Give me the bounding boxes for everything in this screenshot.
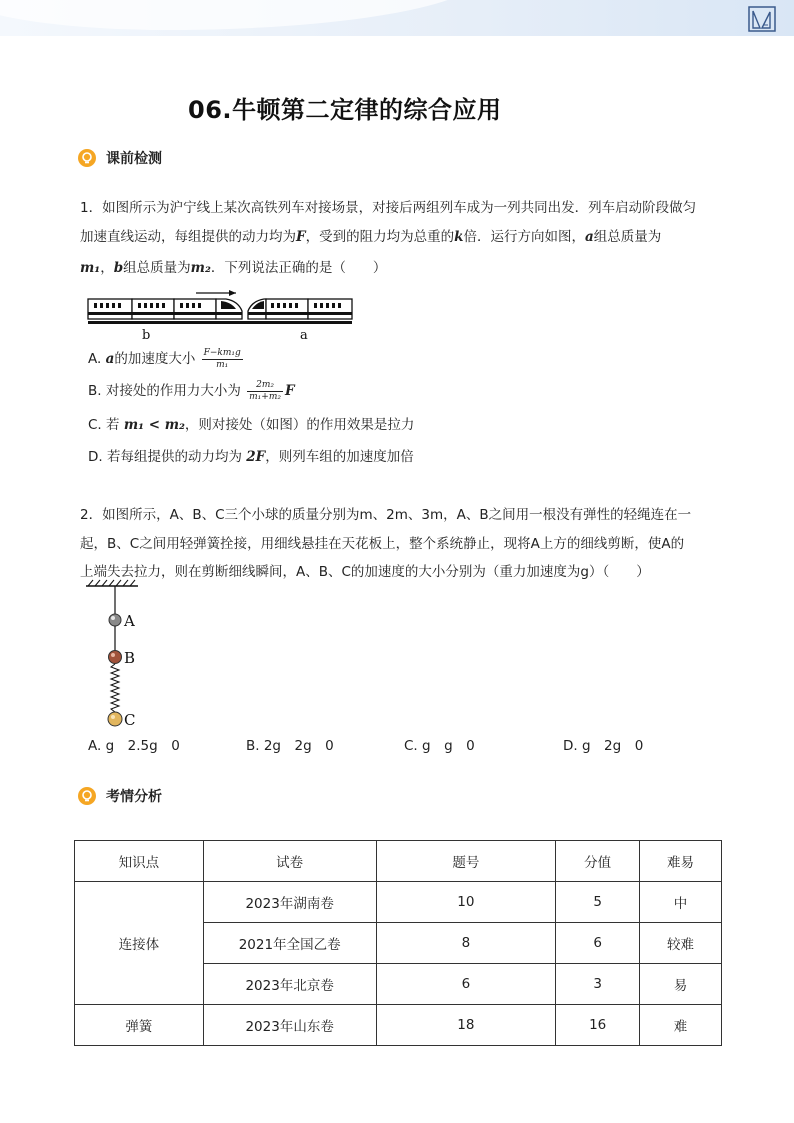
option-text: ，则列车组的加速度加倍 xyxy=(265,449,414,465)
table-header: 分值 xyxy=(556,841,640,882)
train-a xyxy=(248,299,352,319)
ruler-triangle-logo-icon xyxy=(748,6,776,32)
table-cell-topic: 弹簧 xyxy=(75,1005,204,1046)
train-b xyxy=(88,299,242,319)
lightbulb-icon xyxy=(78,149,96,167)
table-cell: 2023年北京卷 xyxy=(203,964,376,1005)
label-C: C xyxy=(124,711,136,729)
rail xyxy=(88,321,352,324)
q2-option-a: A. g 2.5g 0 xyxy=(88,738,180,754)
table-header-row xyxy=(75,841,722,882)
table-row xyxy=(75,882,722,923)
fraction xyxy=(202,348,243,371)
table-cell: 16 xyxy=(556,1005,640,1046)
table-cell: 3 xyxy=(556,964,640,1005)
math-2F: 2F xyxy=(246,449,266,465)
math-m2: m₂ xyxy=(190,260,211,276)
math-b: b xyxy=(113,260,124,276)
math-a: a xyxy=(584,229,594,245)
table-cell: 难 xyxy=(640,1005,722,1046)
table-header: 难易 xyxy=(640,841,722,882)
lightbulb-icon xyxy=(78,787,96,805)
math-inequality: m₁ < m₂ xyxy=(123,417,185,433)
math-F: F xyxy=(284,383,295,399)
math-m1: m₁ xyxy=(80,260,101,276)
q2-option-b: B. 2g 2g 0 xyxy=(246,738,334,754)
ball-a xyxy=(109,614,121,626)
fraction-numerator: 2m₂ xyxy=(247,380,283,392)
label-a: a xyxy=(300,328,308,343)
table-cell: 2023年湖南卷 xyxy=(203,882,376,923)
q1-option-a xyxy=(88,347,245,371)
header-band xyxy=(0,0,794,36)
table-cell: 较难 xyxy=(640,923,722,964)
q1-option-d xyxy=(88,445,414,465)
fraction-numerator: F−km₁g xyxy=(203,347,241,358)
q2-option-c: C. g g 0 xyxy=(404,738,475,754)
ball-c xyxy=(108,712,122,726)
q1-text: 组总质量为 xyxy=(593,229,662,245)
label-B: B xyxy=(124,649,136,667)
q2-line3: 上端失去拉力，则在剪断细线瞬间，A、B、C的加速度的大小分别为（重力加速度为g）（ ） xyxy=(80,564,650,580)
page-title: 06.牛顿第二定律的综合应用 xyxy=(188,96,502,124)
q1-text: 组总质量为 xyxy=(123,260,191,276)
table-header: 题号 xyxy=(376,841,556,882)
table-cell: 10 xyxy=(376,882,556,923)
q1-line3 xyxy=(80,256,386,276)
table-row xyxy=(75,1005,722,1046)
q1-line1: 1．如图所示为沪宁线上某次高铁列车对接场景，对接后两组列车成为一列共同出发．列车启动阶段做匀 xyxy=(80,200,697,216)
math-a: a xyxy=(105,351,115,367)
q1-option-c xyxy=(88,413,414,433)
section-title: 课前检测 xyxy=(106,151,162,167)
section-heading-analysis xyxy=(78,786,162,806)
fraction-denominator: m₁ xyxy=(216,359,229,370)
option-text: C. 若 xyxy=(88,417,120,433)
option-text: D. 若每组提供的动力均为 xyxy=(88,449,242,465)
hanging-balls-figure xyxy=(84,578,154,730)
train-coupling-figure xyxy=(86,287,354,343)
table-cell: 2021年全国乙卷 xyxy=(203,923,376,964)
spring xyxy=(111,664,119,712)
option-text: 的加速度大小 xyxy=(114,351,196,367)
option-text: B. 对接处的作用力大小为 xyxy=(88,383,241,399)
table-cell: 18 xyxy=(376,1005,556,1046)
q1-text: ．下列说法正确的是（ ） xyxy=(210,260,387,276)
header-curve xyxy=(0,0,480,30)
q2-line2: 起，B、C之间用轻弹簧拴接，用细线悬挂在天花板上，整个系统静止，现将A上方的细线剪断，使A的 xyxy=(80,536,685,552)
table-header: 知识点 xyxy=(75,841,204,882)
table-cell: 中 xyxy=(640,882,722,923)
math-F: F xyxy=(296,229,306,245)
section-heading-pre-check xyxy=(78,148,162,168)
table-header: 试卷 xyxy=(203,841,376,882)
table-cell: 8 xyxy=(376,923,556,964)
q1-text: 加速直线运动，每组提供的动力均为 xyxy=(80,229,296,245)
section-title: 考情分析 xyxy=(106,789,162,805)
q1-option-b xyxy=(88,379,295,403)
label-b: b xyxy=(142,328,151,343)
q2-line1: 2．如图所示，A、B、C三个小球的质量分别为m、2m、3m，A、B之间用一根没有弹性的轻绳连在一 xyxy=(80,507,692,523)
q2-option-d: D. g 2g 0 xyxy=(563,738,644,754)
table-cell: 6 xyxy=(556,923,640,964)
math-k: k xyxy=(454,229,464,245)
exam-analysis-table xyxy=(74,840,722,1046)
ball-b xyxy=(109,651,122,664)
q1-text: ，受到的阻力均为总重的 xyxy=(305,229,455,245)
option-prefix: A. xyxy=(88,351,102,367)
table-cell: 易 xyxy=(640,964,722,1005)
q1-text: 倍．运行方向如图， xyxy=(463,229,585,245)
q1-text: ， xyxy=(100,260,114,276)
table-cell: 2023年山东卷 xyxy=(203,1005,376,1046)
table-cell: 5 xyxy=(556,882,640,923)
fraction xyxy=(247,380,283,403)
arrowhead xyxy=(229,290,236,296)
q1-line2 xyxy=(80,225,661,245)
option-text: ，则对接处（如图）的作用效果是拉力 xyxy=(184,417,415,433)
ceiling-hatch xyxy=(88,580,135,586)
label-A: A xyxy=(124,612,135,630)
fraction-denominator: m₁+m₂ xyxy=(249,391,281,402)
table-cell-topic: 连接体 xyxy=(75,882,204,1005)
table-cell: 6 xyxy=(376,964,556,1005)
